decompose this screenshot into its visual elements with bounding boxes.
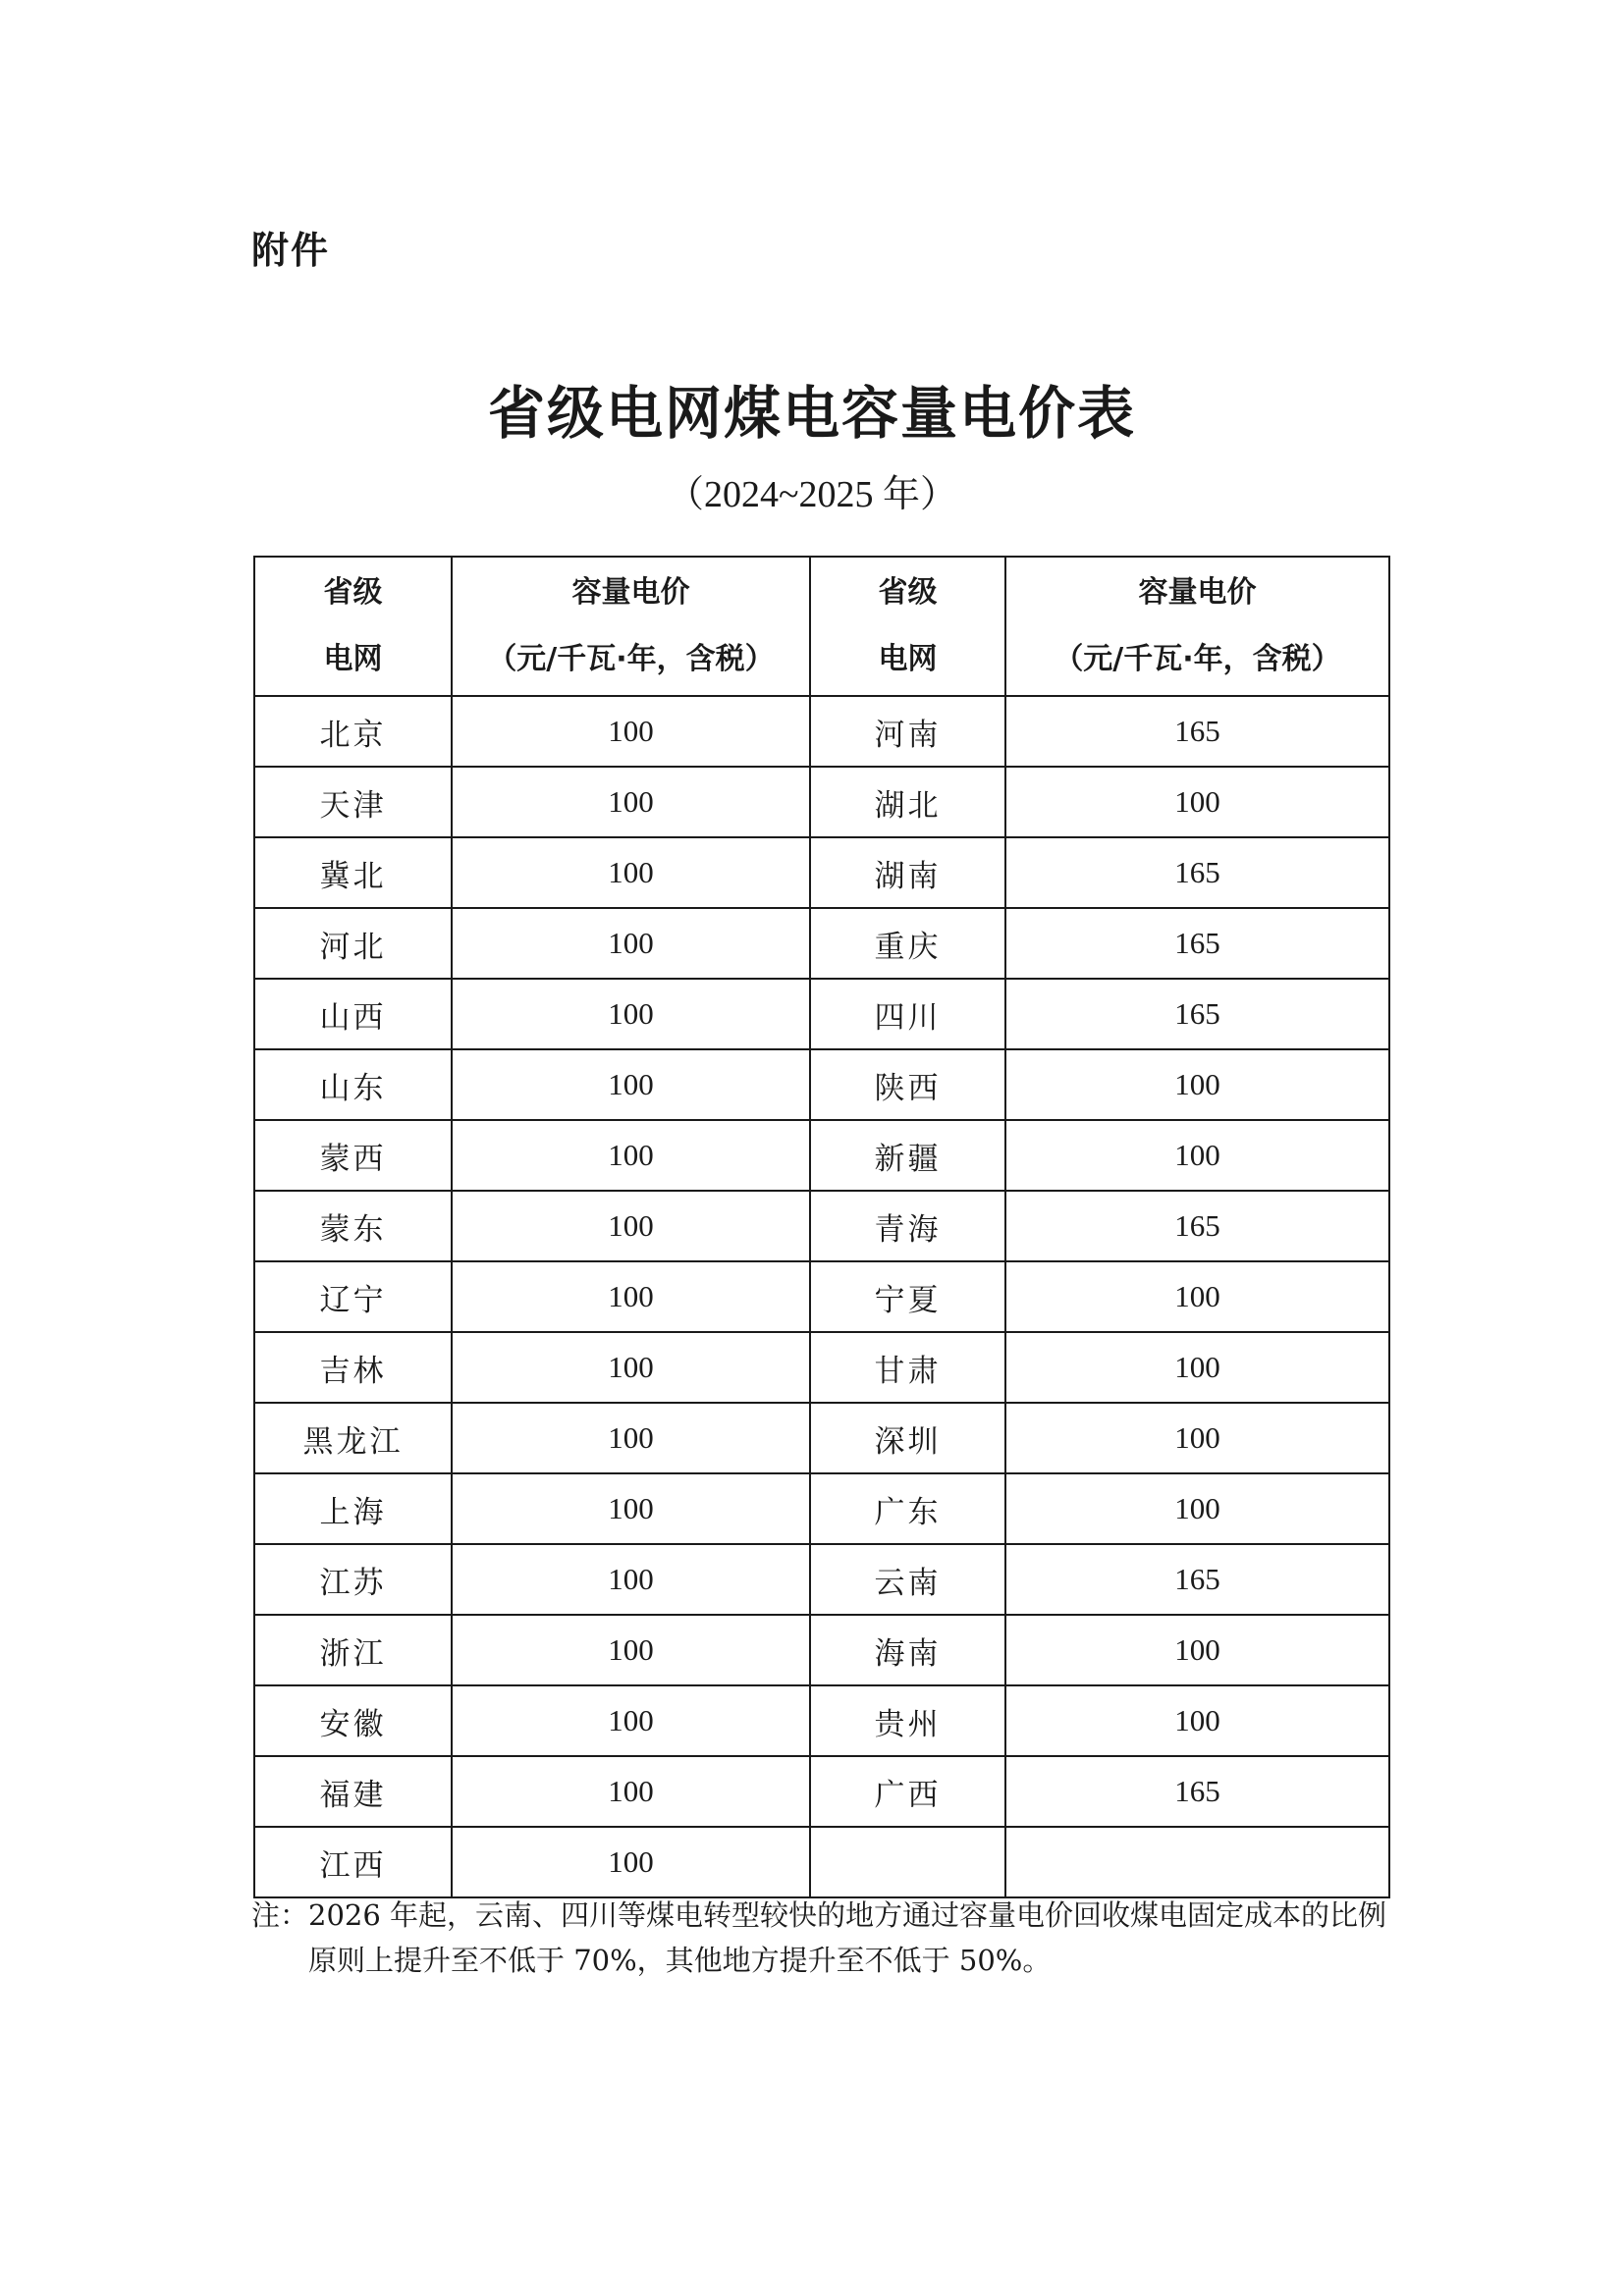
right-grid-cell: 广东 [810, 1473, 1005, 1544]
left-price-cell: 100 [452, 979, 810, 1049]
table-row [254, 1473, 1389, 1544]
left-grid-cell: 蒙东 [254, 1191, 452, 1261]
left-price-cell: 100 [452, 908, 810, 979]
right-price-cell: 100 [1005, 1615, 1389, 1685]
footnote: 注：2026 年起，云南、四川等煤电转型较快的地方通过容量电价回收煤电固定成本的比例原则上提升至不低于 70%，其他地方提升至不低于 50%。 [251, 1898, 1387, 1977]
table-header-row [254, 557, 1389, 696]
right-grid-cell: 湖南 [810, 837, 1005, 908]
left-price-cell: 100 [452, 1049, 810, 1120]
right-grid-cell: 宁夏 [810, 1261, 1005, 1332]
attachment-label: 附件 [251, 229, 331, 272]
left-grid-cell: 北京 [254, 696, 452, 767]
right-price-cell: 100 [1005, 1473, 1389, 1544]
right-price-cell: 100 [1005, 1403, 1389, 1473]
right-grid-cell: 甘肃 [810, 1332, 1005, 1403]
right-grid-cell: 湖北 [810, 767, 1005, 837]
right-price-cell: 165 [1005, 1544, 1389, 1615]
table-row [254, 1191, 1389, 1261]
right-price-cell: 100 [1005, 1332, 1389, 1403]
header-price-right [1005, 557, 1389, 696]
left-grid-cell: 吉林 [254, 1332, 452, 1403]
right-grid-cell: 四川 [810, 979, 1005, 1049]
header-price-left [452, 557, 810, 696]
document-subtitle: （2024~2025 年） [666, 474, 958, 515]
right-price-cell: 165 [1005, 1191, 1389, 1261]
left-grid-cell: 天津 [254, 767, 452, 837]
right-price-cell: 165 [1005, 837, 1389, 908]
header-grid-line1: 省级 [878, 575, 938, 610]
left-grid-cell: 黑龙江 [254, 1403, 452, 1473]
header-grid-line2: 电网 [878, 642, 938, 676]
left-price-cell: 100 [452, 1615, 810, 1685]
capacity-price-table [253, 556, 1390, 1898]
left-price-cell: 100 [452, 1191, 810, 1261]
right-grid-cell: 陕西 [810, 1049, 1005, 1120]
right-grid-cell: 海南 [810, 1615, 1005, 1685]
table-row [254, 837, 1389, 908]
right-grid-cell: 广西 [810, 1756, 1005, 1827]
right-price-cell: 165 [1005, 1756, 1389, 1827]
document-title: 省级电网煤电容量电价表 [487, 380, 1136, 447]
right-price-cell: 100 [1005, 1120, 1389, 1191]
left-grid-cell: 山西 [254, 979, 452, 1049]
left-price-cell: 100 [452, 696, 810, 767]
left-price-cell: 100 [452, 1332, 810, 1403]
left-price-cell: 100 [452, 1544, 810, 1615]
table-row [254, 1756, 1389, 1827]
left-price-cell: 100 [452, 1685, 810, 1756]
table-row [254, 1403, 1389, 1473]
header-price-line1: 容量电价 [571, 575, 690, 610]
left-price-cell: 100 [452, 1827, 810, 1897]
left-grid-cell: 河北 [254, 908, 452, 979]
table-row [254, 696, 1389, 767]
right-price-cell [1005, 1827, 1389, 1897]
header-grid-line1: 省级 [323, 575, 383, 610]
header-price-line2: （元/千瓦·年，含税） [487, 642, 775, 676]
table-row [254, 1332, 1389, 1403]
left-price-cell: 100 [452, 1756, 810, 1827]
table-row [254, 1615, 1389, 1685]
header-grid-left [254, 557, 452, 696]
left-grid-cell: 江西 [254, 1827, 452, 1897]
left-grid-cell: 浙江 [254, 1615, 452, 1685]
right-price-cell: 100 [1005, 1261, 1389, 1332]
header-grid-right [810, 557, 1005, 696]
table-body [254, 696, 1389, 1897]
left-price-cell: 100 [452, 767, 810, 837]
right-price-cell: 100 [1005, 1049, 1389, 1120]
right-price-cell: 165 [1005, 979, 1389, 1049]
right-grid-cell: 青海 [810, 1191, 1005, 1261]
right-price-cell: 100 [1005, 1685, 1389, 1756]
left-grid-cell: 安徽 [254, 1685, 452, 1756]
table-row [254, 1827, 1389, 1897]
table-row [254, 767, 1389, 837]
left-price-cell: 100 [452, 1120, 810, 1191]
table-row [254, 1049, 1389, 1120]
left-price-cell: 100 [452, 837, 810, 908]
header-grid-line2: 电网 [323, 642, 383, 676]
left-price-cell: 100 [452, 1473, 810, 1544]
right-grid-cell [810, 1827, 1005, 1897]
right-grid-cell: 深圳 [810, 1403, 1005, 1473]
header-price-line2: （元/千瓦·年，含税） [1054, 642, 1341, 676]
right-price-cell: 165 [1005, 696, 1389, 767]
right-price-cell: 165 [1005, 908, 1389, 979]
left-price-cell: 100 [452, 1261, 810, 1332]
right-grid-cell: 贵州 [810, 1685, 1005, 1756]
table-row [254, 1544, 1389, 1615]
table-row [254, 1261, 1389, 1332]
left-grid-cell: 蒙西 [254, 1120, 452, 1191]
right-grid-cell: 新疆 [810, 1120, 1005, 1191]
table-row [254, 1685, 1389, 1756]
left-grid-cell: 辽宁 [254, 1261, 452, 1332]
header-price-line1: 容量电价 [1138, 575, 1257, 610]
table-row [254, 1120, 1389, 1191]
table-row [254, 908, 1389, 979]
left-price-cell: 100 [452, 1403, 810, 1473]
left-grid-cell: 江苏 [254, 1544, 452, 1615]
table-row [254, 979, 1389, 1049]
left-grid-cell: 山东 [254, 1049, 452, 1120]
right-price-cell: 100 [1005, 767, 1389, 837]
right-grid-cell: 重庆 [810, 908, 1005, 979]
left-grid-cell: 福建 [254, 1756, 452, 1827]
left-grid-cell: 冀北 [254, 837, 452, 908]
left-grid-cell: 上海 [254, 1473, 452, 1544]
right-grid-cell: 河南 [810, 696, 1005, 767]
right-grid-cell: 云南 [810, 1544, 1005, 1615]
